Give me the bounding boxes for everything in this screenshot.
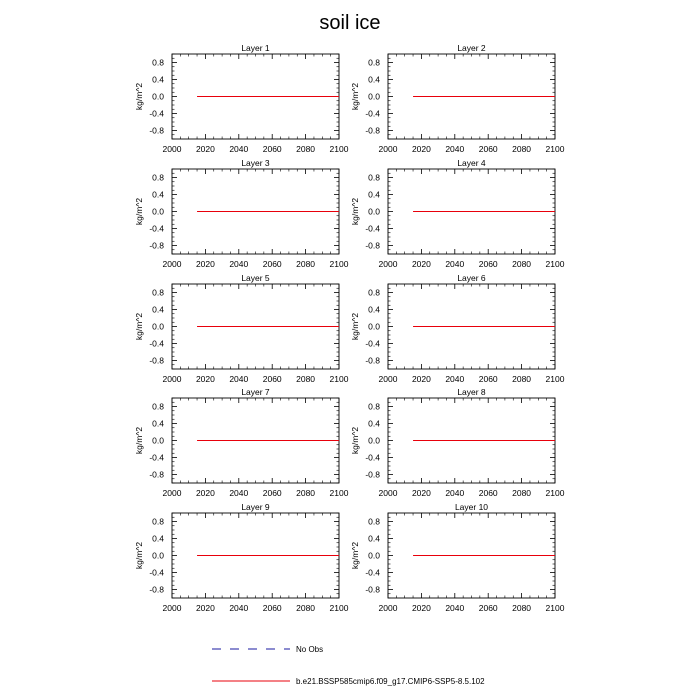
x-tick-label: 2080	[512, 488, 532, 498]
panel-title: Layer 10	[454, 502, 489, 512]
y-axis-label: kg/m^2	[134, 312, 144, 341]
y-tick-label: 0.8	[152, 172, 164, 183]
x-tick-label: 2080	[512, 603, 532, 613]
y-tick-label: -0.8	[365, 240, 380, 251]
panel-title: Layer 9	[241, 502, 270, 512]
y-tick-label: 0.0	[368, 435, 380, 446]
y-tick-label: 0.8	[152, 57, 164, 68]
x-tick-label: 2040	[229, 603, 249, 613]
y-tick-label: -0.8	[149, 469, 164, 480]
y-axis-label: kg/m^2	[134, 197, 144, 226]
x-tick-label: 2000	[378, 144, 398, 154]
y-tick-label: -0.4	[365, 452, 380, 463]
y-tick-label: 0.0	[368, 321, 380, 332]
x-tick-label: 2100	[545, 144, 565, 154]
x-tick-label: 2020	[411, 144, 431, 154]
x-tick-label: 2100	[545, 603, 565, 613]
y-tick-label: -0.4	[365, 567, 380, 578]
y-tick-label: 0.8	[152, 401, 164, 412]
x-tick-label: 2040	[445, 144, 465, 154]
panel-1	[134, 43, 349, 154]
x-tick-label: 2000	[162, 259, 182, 269]
x-tick-label: 2000	[378, 374, 398, 384]
y-tick-label: -0.4	[149, 452, 164, 463]
panel-title: Layer 2	[457, 43, 486, 53]
x-tick-label: 2060	[262, 144, 282, 154]
panel-grid	[134, 43, 565, 613]
y-tick-label: 0.4	[368, 74, 380, 85]
x-tick-label: 2020	[411, 374, 431, 384]
x-tick-label: 2080	[296, 374, 316, 384]
y-axis-label: kg/m^2	[134, 541, 144, 570]
y-tick-label: 0.4	[152, 189, 164, 200]
y-tick-label: -0.8	[149, 125, 164, 136]
y-tick-label: 0.0	[152, 550, 164, 561]
x-tick-label: 2000	[378, 259, 398, 269]
y-tick-label: -0.8	[149, 355, 164, 366]
panel-title: Layer 3	[241, 158, 270, 168]
x-tick-label: 2020	[411, 603, 431, 613]
x-tick-label: 2020	[195, 374, 215, 384]
x-tick-label: 2040	[445, 374, 465, 384]
x-tick-label: 2000	[162, 603, 182, 613]
x-tick-label: 2040	[229, 259, 249, 269]
y-tick-label: -0.4	[149, 108, 164, 119]
y-tick-label: 0.8	[368, 401, 380, 412]
panel-9	[134, 502, 349, 613]
y-tick-label: 0.0	[152, 91, 164, 102]
figure-title: soil ice	[319, 12, 381, 34]
y-tick-label: 0.0	[152, 321, 164, 332]
y-tick-label: -0.4	[365, 108, 380, 119]
panel-title: Layer 7	[241, 387, 270, 397]
x-tick-label: 2080	[296, 603, 316, 613]
panel-title: Layer 1	[241, 43, 270, 53]
x-tick-label: 2080	[512, 374, 532, 384]
y-tick-label: 0.4	[152, 533, 164, 544]
y-tick-label: -0.8	[365, 584, 380, 595]
panel-title: Layer 8	[457, 387, 486, 397]
y-tick-label: -0.8	[365, 125, 380, 136]
x-tick-label: 2020	[195, 603, 215, 613]
panel-title: Layer 6	[457, 273, 486, 283]
panel-4	[350, 158, 565, 269]
y-tick-label: 0.8	[152, 516, 164, 527]
y-tick-label: 0.8	[368, 57, 380, 68]
panel-2	[350, 43, 565, 154]
y-axis-label: kg/m^2	[350, 426, 360, 455]
y-tick-label: 0.0	[152, 206, 164, 217]
x-tick-label: 2020	[411, 488, 431, 498]
y-axis-label: kg/m^2	[134, 426, 144, 455]
x-tick-label: 2100	[329, 259, 349, 269]
x-tick-label: 2060	[262, 603, 282, 613]
y-tick-label: 0.0	[368, 206, 380, 217]
y-tick-label: 0.4	[152, 304, 164, 315]
y-tick-label: -0.4	[365, 223, 380, 234]
y-axis-label: kg/m^2	[350, 197, 360, 226]
x-tick-label: 2020	[195, 144, 215, 154]
y-tick-label: 0.8	[368, 287, 380, 298]
y-tick-label: 0.0	[152, 435, 164, 446]
x-tick-label: 2040	[229, 488, 249, 498]
y-tick-label: -0.4	[149, 567, 164, 578]
x-tick-label: 2000	[378, 488, 398, 498]
x-tick-label: 2100	[545, 374, 565, 384]
panel-7	[134, 387, 349, 498]
y-tick-label: 0.4	[152, 418, 164, 429]
x-tick-label: 2060	[478, 488, 498, 498]
y-tick-label: 0.8	[152, 287, 164, 298]
x-tick-label: 2040	[229, 374, 249, 384]
x-tick-label: 2100	[545, 259, 565, 269]
panel-6	[350, 273, 565, 384]
x-tick-label: 2060	[262, 488, 282, 498]
x-tick-label: 2100	[329, 144, 349, 154]
panel-5	[134, 273, 349, 384]
y-tick-label: -0.8	[365, 355, 380, 366]
x-tick-label: 2060	[478, 144, 498, 154]
y-axis-label: kg/m^2	[350, 312, 360, 341]
y-tick-label: -0.8	[149, 584, 164, 595]
x-tick-label: 2060	[478, 603, 498, 613]
y-tick-label: 0.4	[368, 418, 380, 429]
x-tick-label: 2100	[329, 488, 349, 498]
y-tick-label: 0.0	[368, 91, 380, 102]
y-tick-label: -0.4	[365, 338, 380, 349]
x-tick-label: 2020	[195, 488, 215, 498]
x-tick-label: 2000	[378, 603, 398, 613]
x-tick-label: 2080	[296, 144, 316, 154]
x-tick-label: 2060	[262, 374, 282, 384]
y-tick-label: -0.8	[365, 469, 380, 480]
y-tick-label: -0.8	[149, 240, 164, 251]
x-tick-label: 2080	[512, 144, 532, 154]
x-tick-label: 2080	[512, 259, 532, 269]
panel-10	[350, 502, 565, 613]
y-tick-label: 0.8	[368, 172, 380, 183]
x-tick-label: 2100	[329, 603, 349, 613]
x-tick-label: 2040	[445, 603, 465, 613]
x-tick-label: 2080	[296, 259, 316, 269]
x-tick-label: 2040	[445, 259, 465, 269]
x-tick-label: 2060	[262, 259, 282, 269]
y-tick-label: 0.4	[152, 74, 164, 85]
legend-label-model: b.e21.BSSP585cmip6.f09_g17.CMIP6-SSP5-8.5.102	[296, 677, 485, 686]
x-tick-label: 2060	[478, 374, 498, 384]
panel-3	[134, 158, 349, 269]
y-axis-label: kg/m^2	[134, 82, 144, 111]
panel-title: Layer 4	[457, 158, 486, 168]
legend-label-no-obs: No Obs	[296, 645, 324, 654]
y-tick-label: -0.4	[149, 223, 164, 234]
x-tick-label: 2100	[545, 488, 565, 498]
x-tick-label: 2040	[445, 488, 465, 498]
y-tick-label: -0.4	[149, 338, 164, 349]
legend	[212, 645, 485, 686]
y-axis-label: kg/m^2	[350, 541, 360, 570]
x-tick-label: 2000	[162, 488, 182, 498]
x-tick-label: 2020	[411, 259, 431, 269]
x-tick-label: 2080	[296, 488, 316, 498]
x-tick-label: 2000	[162, 144, 182, 154]
x-tick-label: 2100	[329, 374, 349, 384]
y-axis-label: kg/m^2	[350, 82, 360, 111]
y-tick-label: 0.4	[368, 304, 380, 315]
y-tick-label: 0.4	[368, 189, 380, 200]
x-tick-label: 2040	[229, 144, 249, 154]
y-tick-label: 0.8	[368, 516, 380, 527]
x-tick-label: 2060	[478, 259, 498, 269]
x-tick-label: 2000	[162, 374, 182, 384]
panel-title: Layer 5	[241, 273, 270, 283]
x-tick-label: 2020	[195, 259, 215, 269]
y-tick-label: 0.4	[368, 533, 380, 544]
y-tick-label: 0.0	[368, 550, 380, 561]
panel-8	[350, 387, 565, 498]
